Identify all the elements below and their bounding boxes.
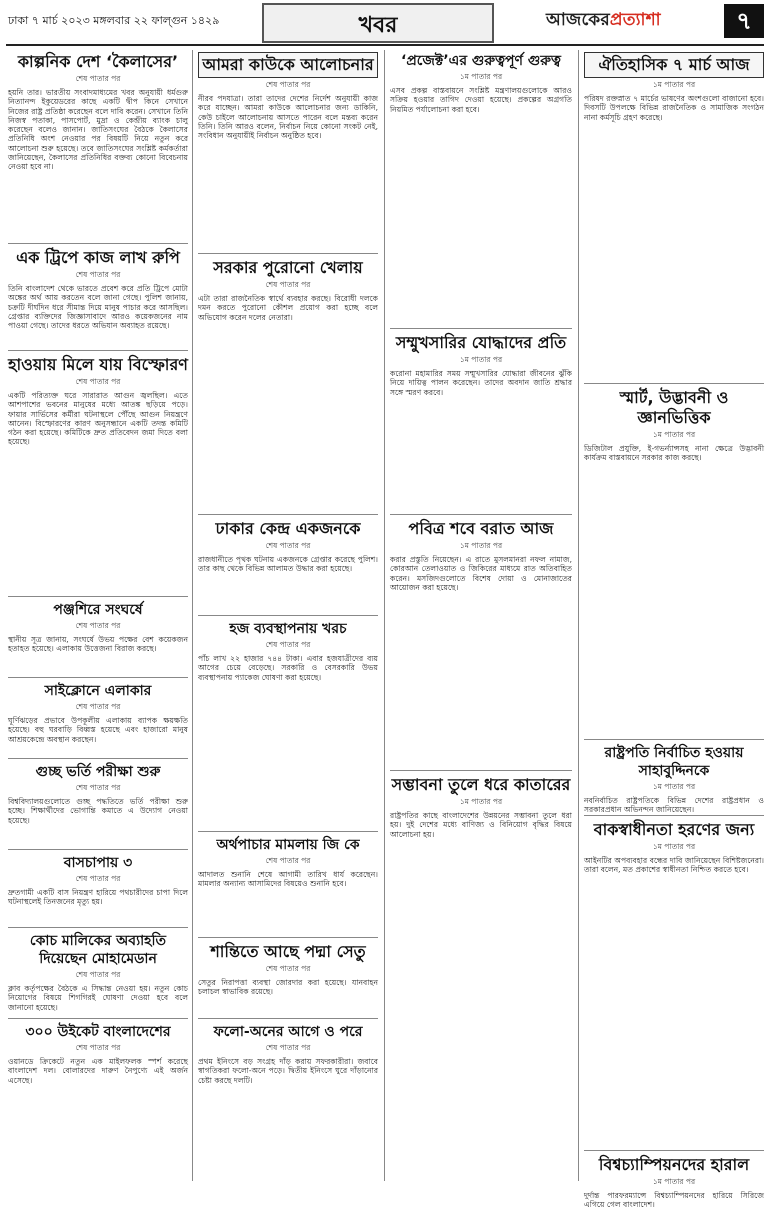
headline: ঢাকার কেন্দ্র একজনকে — [215, 519, 361, 538]
article-body: তিনি বাংলাদেশ থেকে ভারতে প্রবেশ করে প্রতি ট্রিপে মোটা অঙ্কের অর্থ আয় করতেন বলে জানা গেছে। পুলিশ জানায়, চক্রটি দীর্ঘদিন ধরে সীমান্ত দিয়ে মানুষ পাচার করে আসছিল। গ্রেপ্তার ব্যক্তিদের জিজ্ঞাসাবাদে আরও কয়েকজনের নাম পাওয়া গেছে। তাদের ধরতে অভিযান অব্যাহত রয়েছে। — [8, 284, 188, 331]
article-body: এসব প্রকল্প বাস্তবায়নে সংশ্লিষ্ট মন্ত্রণালয়গুলোকে আরও সক্রিয় হওয়ার তাগিদ দেওয়া হয়েছে। প্রকল্পের অগ্রগতি নিয়মিত পর্যালোচনা করা হবে। — [390, 86, 572, 114]
headline: হজ ব্যবস্থাপনায় খরচ — [229, 621, 347, 637]
dateline: ঢাকা ৭ মার্চ ২০২৩ মঙ্গলবার ২২ ফাল্গুন ১৪২৯ — [8, 14, 220, 27]
story-project — [390, 50, 572, 325]
story-divider — [390, 514, 572, 515]
story-ek-trip — [8, 246, 188, 346]
story-divider — [198, 615, 378, 616]
article-body: করোনা মহামারির সময় সম্মুখসারির যোদ্ধারা জীবনের ঝুঁকি নিয়ে দায়িত্ব পালন করেছেন। তাদের অবদান জাতি শ্রদ্ধার সঙ্গে স্মরণ করবে। — [390, 369, 572, 397]
story-rashtropoti — [584, 742, 764, 815]
story-cyclone — [8, 680, 188, 755]
article-body: রাজধানীতে পৃথক ঘটনায় একজনকে গ্রেপ্তার করেছে পুলিশ। তার কাছ থেকে বিভিন্ন আলামত উদ্ধার করা হয়েছে। — [198, 555, 378, 574]
headline: অর্থপাচার মামলায় জি কে — [216, 837, 360, 853]
story-divider — [198, 1018, 378, 1019]
article-body: স্থানীয় সূত্র জানায়, সংঘর্ষে উভয় পক্ষের বেশ কয়েকজন হতাহত হয়েছে। এলাকায় উত্তেজনা বিরাজ করছে। — [8, 635, 188, 654]
byline: ১ম পাতার পর — [652, 80, 696, 89]
headline: ‘প্রজেক্ট’এর গুরুত্বপূর্ণ গুরুত্ব — [401, 53, 561, 69]
article-body: ক্লাব কর্তৃপক্ষের বৈঠকে এ সিদ্ধান্ত নেওয়া হয়। নতুন কোচ নিয়োগের বিষয়ে শিগগিরই ঘোষণা দেওয়া হবে বলে জানানো হয়েছে। — [8, 984, 188, 1012]
article-body: একটি পরিত্যক্ত ঘরে সারারাত আগুন জ্বলছিল। এতে আশপাশের ভবনের মানুষের মধ্যে আতঙ্ক ছড়িয়ে পড়ে। ফায়ার সার্ভিসের কর্মীরা ঘটনাস্থলে পৌঁছে আগুন নিয়ন্ত্রণে আনেন। বিস্ফোরণের কারণ অনুসন্ধানে একটি তদন্ত কমিটি গঠন করা হয়েছে। কমিটিকে দ্রুত প্রতিবেদন জমা দিতে বলা হয়েছে। — [8, 391, 188, 447]
story-tin-shoto — [8, 1021, 188, 1181]
article-body: দুর্দান্ত পারফরম্যান্সে বিশ্বচ্যাম্পিয়নদের হারিয়ে সিরিজে এগিয়ে গেল বাংলাদেশ। — [584, 1191, 764, 1210]
story-divider — [584, 815, 764, 816]
story-guchho-vorti — [8, 761, 188, 846]
article-body: পাঁচ লাখ ২২ হাজার ৭৪৪ টাকা। এবার হজযাত্রীদের ব্যয় আগের চেয়ে বেড়েছে। সরকারি ও বেসরকারি উভয় ব্যবস্থাপনায় প্যাকেজ ঘোষণা করা হয়েছে। — [198, 654, 378, 682]
headline: হাওয়ায় মিলে যায় বিস্ফোরণ — [8, 355, 188, 374]
byline: ১ম পাতার পর — [652, 842, 696, 851]
headline: সম্মুখসারির যোদ্ধাদের প্রতি — [395, 333, 567, 352]
newspaper-logo — [546, 7, 661, 35]
story-smart — [584, 386, 764, 736]
story-amra-kauke — [198, 50, 378, 250]
byline: শেষ পাতার পর — [265, 1043, 311, 1052]
column-divider — [578, 50, 579, 1181]
byline: শেষ পাতার পর — [265, 541, 311, 550]
article-body: ডিজিটাল প্রযুক্তি, ই-গভর্ন্যান্সসহ নানা ক্ষেত্রে উদ্ভাবনী কার্যক্রম বাস্তবায়নে সরকার কাজ করছে। — [584, 444, 764, 463]
article-body: হয়নি তার। ভারতীয় সংবাদমাধ্যমের খবর অনুযায়ী ধর্মগুরু নিত্যানন্দ ইকুয়েডরের কাছে একটি দ্বীপ কিনে সেখানে নিজের রাষ্ট্র প্রতিষ্ঠা করেছেন বলে দাবি করেন। সেখানে তিনি নিজস্ব পতাকা, পাসপোর্ট, মুদ্রা ও কেন্দ্রীয় ব্যাংক চালু করেছেন বলেও জানান। জাতিসংঘের বৈঠকে কৈলাসের প্রতিনিধি অংশ নেওয়ার পর বিষয়টি নিয়ে নতুন করে আলোচনা শুরু হয়েছে। তবে জাতিসংঘের সংশ্লিষ্ট কর্মকর্তারা জানিয়েছেন, কৈলাসের প্রতিনিধির বক্তব্য কোনো বিবেচনায় নেওয়া হবে না। — [8, 88, 188, 172]
byline: শেষ পাতার পর — [75, 970, 121, 979]
headline: স্মার্ট, উদ্ভাবনী ও জ্ঞানভিত্তিক — [619, 388, 729, 427]
logo-part-ajker: আজকের — [546, 10, 610, 30]
article-body: বিশ্ববিদ্যালয়গুলোতে গুচ্ছ পদ্ধতিতে ভর্তি পরীক্ষা শুরু হচ্ছে। শিক্ষার্থীদের ভোগান্তি কমাতে এ উদ্যোগ নেওয়া হয়েছে। — [8, 797, 188, 825]
byline: শেষ পাতার পর — [265, 80, 311, 89]
headline: ফলো-অনের আগে ও পরে — [213, 1024, 363, 1040]
headline: গুচ্ছ ভর্তি পরীক্ষা শুরু — [35, 764, 161, 780]
headline: শান্তিতে আছে পদ্মা সেতু — [210, 942, 366, 961]
article-body: প্রথম ইনিংসে বড় সংগ্রহ দাঁড় করায় সফরকারীরা। জবাবে স্বাগতিকরা ফলো-অনে পড়ে। দ্বিতীয় ইনিংসে ঘুরে দাঁড়ানোর চেষ্টা করছে দলটি। — [198, 1057, 378, 1085]
article-body: এটা তারা রাজনৈতিক স্বার্থে ব্যবহার করছে। বিরোধী দলকে দমন করতে পুরোনো কৌশল প্রয়োগ করা হচ্ছে বলে অভিযোগ করেন দলের নেতারা। — [198, 294, 378, 322]
masthead — [0, 0, 770, 44]
story-pobitro-shobe — [390, 517, 572, 767]
story-baspathar — [8, 852, 188, 924]
masthead-rule — [6, 44, 764, 46]
article-body: আইনটির অপব্যবহার বন্ধের দাবি জানিয়েছেন বিশিষ্টজনেরা। তারা বলেন, মত প্রকাশের স্বাধীনতা নিশ্চিত করতে হবে। — [584, 856, 764, 875]
byline: ১ম পাতার পর — [459, 355, 503, 364]
headline: সরকার পুরোনো খেলায় — [213, 258, 363, 277]
story-panjshir — [8, 599, 188, 674]
story-sorkar-purono — [198, 256, 378, 511]
byline: ১ম পাতার পর — [459, 541, 503, 550]
byline: শেষ পাতার পর — [75, 874, 121, 883]
story-kalponik-desh — [8, 50, 188, 240]
column-divider — [384, 50, 385, 1181]
headline: সম্ভাবনা তুলে ধরে কাতারের — [391, 775, 571, 794]
headline: এক ট্রিপে কাজ লাখ রুপি — [16, 248, 180, 267]
headline: ঐতিহাসিক ৭ মার্চ আজ — [584, 52, 764, 78]
headline: বাকস্বাধীনতা হরণের জন্য — [593, 820, 755, 839]
article-body: আদালত শুনানি শেষে আগামী তারিখ ধার্য করেছেন। মামলার অন্যান্য আসামিদের বিষয়েও শুনানি হবে। — [198, 870, 378, 889]
story-divider — [8, 596, 188, 597]
story-divider — [8, 849, 188, 850]
byline: শেষ পাতার পর — [265, 280, 311, 289]
story-oitihasik — [584, 50, 764, 380]
story-divider — [8, 758, 188, 759]
article-body: নবনির্বাচিত রাষ্ট্রপতিকে বিভিন্ন দেশের রাষ্ট্রপ্রধান ও সরকারপ্রধান অভিনন্দন জানিয়েছেন। — [584, 796, 764, 815]
story-divider — [8, 677, 188, 678]
headline: আমরা কাউকে আলোচনার — [198, 52, 378, 78]
story-divider — [198, 514, 378, 515]
column-divider — [192, 50, 193, 1181]
section-banner — [262, 3, 494, 43]
story-divider — [8, 243, 188, 244]
article-body: দ্রুতগামী একটি বাস নিয়ন্ত্রণ হারিয়ে পথচারীদের চাপা দিলে ঘটনাস্থলেই তিনজনের মৃত্যু হয়। — [8, 888, 188, 907]
story-divider — [198, 831, 378, 832]
headline: বিশ্বচ্যাম্পিয়নদের হারাল — [598, 1155, 750, 1174]
byline: শেষ পাতার পর — [75, 702, 121, 711]
byline: শেষ পাতার পর — [265, 856, 311, 865]
story-hawaye-mile — [8, 353, 188, 593]
article-body: করার প্রস্তুতি নিয়েছেন। এ রাতে মুসলমানরা নফল নামাজ, কোরআন তেলাওয়াত ও জিকিরের মাধ্যমে রাত অতিবাহিত করেন। মসজিদগুলোতে বিশেষ দোয়া ও মোনাজাতের আয়োজন করা হয়েছে। — [390, 555, 572, 592]
byline: ১ম পাতার পর — [652, 782, 696, 791]
story-bakshadhinota — [584, 818, 764, 1148]
article-body: ঘূর্ণিঝড়ের প্রভাবে উপকূলীয় এলাকায় ব্যাপক ক্ষয়ক্ষতি হয়েছে। বহু ঘরবাড়ি বিধ্বস্ত হয়েছে এবং হাজারো মানুষ আশ্রয়কেন্দ্রে অবস্থান করছেন। — [8, 716, 188, 744]
byline: ১ম পাতার পর — [652, 430, 696, 439]
story-shanti — [198, 940, 378, 1015]
article-body: সেতুর নিরাপত্তা ব্যবস্থা জোরদার করা হয়েছে। যানবাহন চলাচল স্বাভাবিক রয়েছে। — [198, 978, 378, 997]
headline: বাসচাপায় ৩ — [63, 855, 133, 871]
headline: সাইক্লোনে এলাকার — [44, 683, 152, 699]
story-divider — [198, 937, 378, 938]
headline: কাল্পনিক দেশ ‘কৈলাসের’ — [17, 52, 179, 71]
story-divider — [198, 253, 378, 254]
story-coach-malik — [8, 930, 188, 1015]
story-divider — [390, 328, 572, 329]
story-divider — [390, 770, 572, 771]
story-sammukh-sari — [390, 331, 572, 511]
headline: পবিত্র শবে বরাত আজ — [408, 519, 554, 538]
story-sombhabona — [390, 773, 572, 1183]
byline: শেষ পাতার পর — [75, 621, 121, 630]
headline: রাষ্ট্রপতি নির্বাচিত হওয়ায় সাহাবুদ্দিনকে — [604, 745, 744, 779]
story-divider — [584, 739, 764, 740]
story-bishwachampion — [584, 1153, 764, 1210]
story-fola-onek — [198, 1021, 378, 1181]
byline: শেষ পাতার পর — [265, 964, 311, 973]
story-divider — [584, 1150, 764, 1151]
byline: শেষ পাতার পর — [75, 783, 121, 792]
headline: কোচ মালিকের অব্যাহতি দিয়েছেন মোহামেডান — [29, 933, 167, 967]
byline: ১ম পাতার পর — [459, 797, 503, 806]
story-hoj — [198, 618, 378, 828]
story-divider — [8, 1018, 188, 1019]
story-dhaka — [198, 517, 378, 612]
article-body: নীরব পদযাত্রা। তারা তাদের দেশের নির্দেশ অনুযায়ী কাজ করে যাচ্ছেন। আমরা কাউকে আলোচনার জন্য ডাকিনি, কেউ চাইলে আলোচনায় আসতে পারেন বলে মন্তব্য করেন তিনি। তিনি আরও বলেন, নির্বাচন নিয়ে কোনো সংকট নেই, সংবিধান অনুযায়ীই নির্বাচন অনুষ্ঠিত হবে। — [198, 94, 378, 141]
headline: ৩০০ উইকেট বাংলাদেশের — [25, 1024, 171, 1040]
byline: ১ম পাতার পর — [652, 1177, 696, 1186]
section-title: খবর — [358, 13, 398, 38]
article-body: ওয়ানডে ক্রিকেটে নতুন এক মাইলফলক স্পর্শ করেছে বাংলাদেশ দল। বোলারদের দারুণ নৈপুণ্যে এই অর্জন এসেছে। — [8, 1057, 188, 1085]
headline: পঞ্জশিরে সংঘর্ষে — [53, 602, 143, 618]
story-divider — [8, 927, 188, 928]
byline: শেষ পাতার পর — [75, 1043, 121, 1052]
story-divider — [8, 350, 188, 351]
page-number: ৭ — [724, 4, 764, 38]
article-body: পরিষদ রক্তস্নাত ৭ মার্চের ভাষণের অংশগুলো বাজানো হবে। দিবসটি উপলক্ষে বিভিন্ন রাজনৈতিক ও সামাজিক সংগঠন নানা কর্মসূচি গ্রহণ করেছে। — [584, 94, 764, 122]
logo-part-prottasha: প্রত্যাশা — [609, 10, 661, 30]
byline: শেষ পাতার পর — [265, 640, 311, 649]
byline: ১ম পাতার পর — [459, 72, 503, 81]
byline: শেষ পাতার পর — [75, 270, 121, 279]
byline: শেষ পাতার পর — [75, 74, 121, 83]
story-divider — [584, 383, 764, 384]
byline: শেষ পাতার পর — [75, 377, 121, 386]
story-orthopachar — [198, 834, 378, 934]
article-body: রাষ্ট্রপতির কাছে বাংলাদেশের উন্নয়নের সম্ভাবনা তুলে ধরা হয়। দুই দেশের মধ্যে বাণিজ্য ও বিনিয়োগ বৃদ্ধির বিষয়ে আলোচনা হয়। — [390, 811, 572, 839]
